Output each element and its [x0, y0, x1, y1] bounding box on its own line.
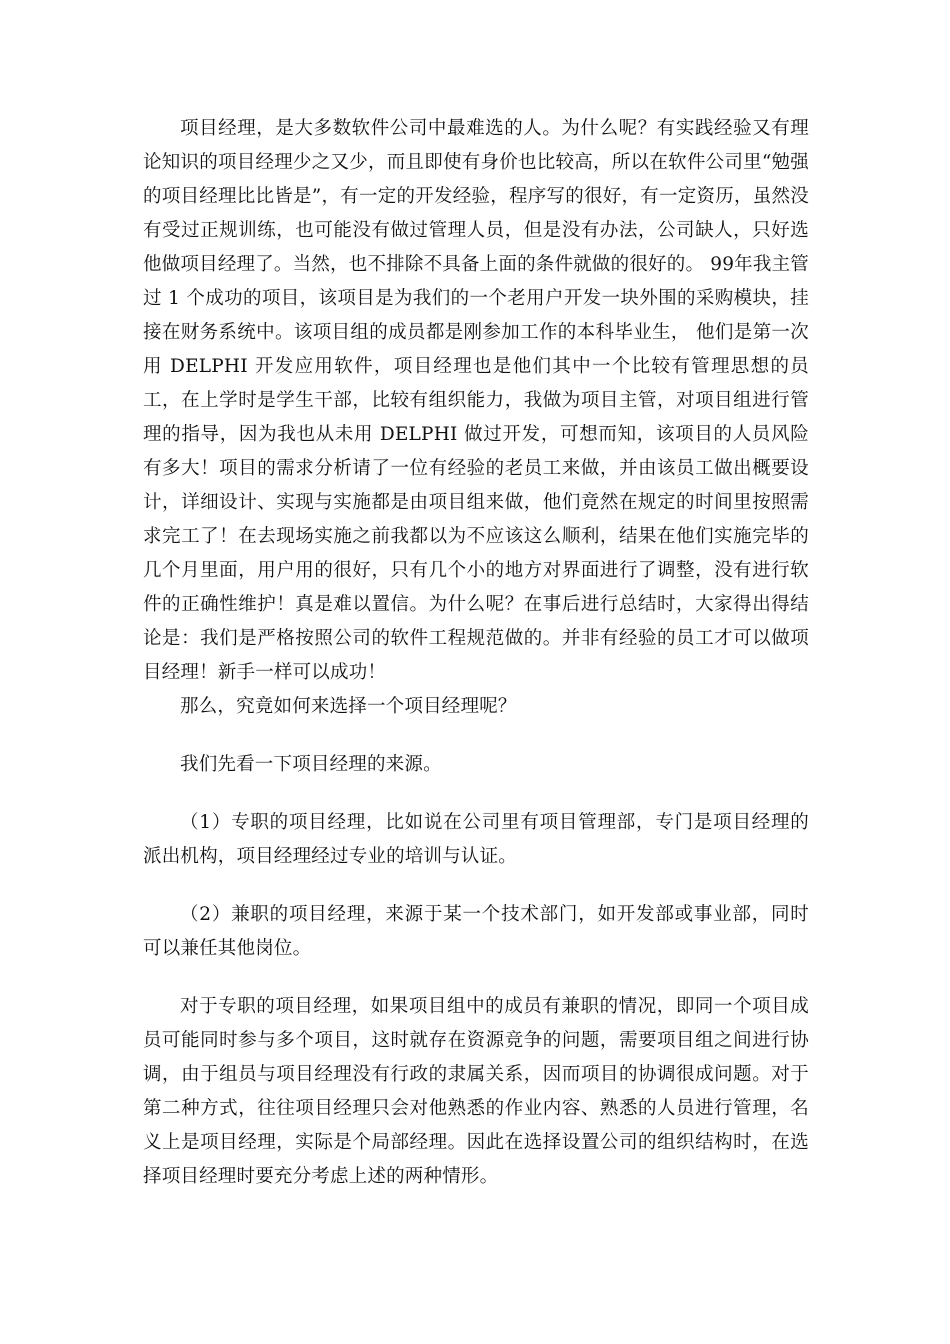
paragraph-project-manager-intro: 项目经理，是大多数软件公司中最难选的人。为什么呢？有实践经验又有理论知识的项目经理少之又少，而且即使有身价也比较高，所以在软件公司里“勉强的项目经理比比皆是”，有一定的开发经验，程序写的很好，有一定资历，虽然没有受过正规训练，也可能没有做过管理人员，但是没有办法，公司缺人，只好选他做项目经理了。当然，也不排除不具备上面的条件就做的很好的。 99年我主管过 1 个成功的项目，该项目是为我们的一个老用户开发一块外围的采购模块，挂接在财务系统中。该项目组的成员都是刚参加工作的本科毕业生， 他们是第一次用 DELPHI 开发应用软件，项目经理也是他们其中一个比较有管理思想的员工，在上学时是学生干部，比较有组织能力，我做为项目主管，对项目组进行管理的指导，因为我也从未用 DELPHI 做过开发，可想而知，该项目的人员风险有多大！项目的需求分析请了一位有经验的老员工来做，并由该员工做出概要设计，详细设计、实现与实施都是由项目组来做，他们竟然在规定的时间里按照需求完工了！在去现场实施之前我都以为不应该这么顺利，结果在他们实施完毕的几个月里面，用户用的很好，只有几个小的地方对界面进行了调整，没有进行软件的正确性维护！真是难以置信。为什么呢？在事后进行总结时，大家得出得结论是：我们是严格按照公司的软件工程规范做的。并非有经验的员工才可以做项目经理！新手一样可以成功！ [143, 118, 809, 683]
paragraph-analysis: 对于专职的项目经理，如果项目组中的成员有兼职的情况，即同一个项目成员可能同时参与多个项目，这时就存在资源竞争的问题，需要项目组之间进行协调，由于组员与项目经理没有行政的隶属关系，因而项目的协调很成问题。对于第二种方式，往往项目经理只会对他熟悉的作业内容、熟悉的人员进行管理，名义上是项目经理，实际是个局部经理。因此在选择设置公司的组织结构时，在选择项目经理时要充分考虑上述的两种情形。 [143, 996, 809, 1187]
paragraph-full-time-manager: （1）专职的项目经理，比如说在公司里有项目管理部，专门是项目经理的派出机构，项目经理经过专业的培训与认证。 [143, 812, 809, 867]
paragraph-sources-intro: 我们先看一下项目经理的来源。 [180, 754, 442, 775]
paragraph-part-time-manager: （2）兼职的项目经理，来源于某一个技术部门，如开发部或事业部，同时可以兼任其他岗位。 [143, 904, 809, 959]
paragraph-how-to-choose: 那么，究竟如何来选择一个项目经理呢？ [180, 696, 517, 717]
document-body [143, 112, 809, 1194]
